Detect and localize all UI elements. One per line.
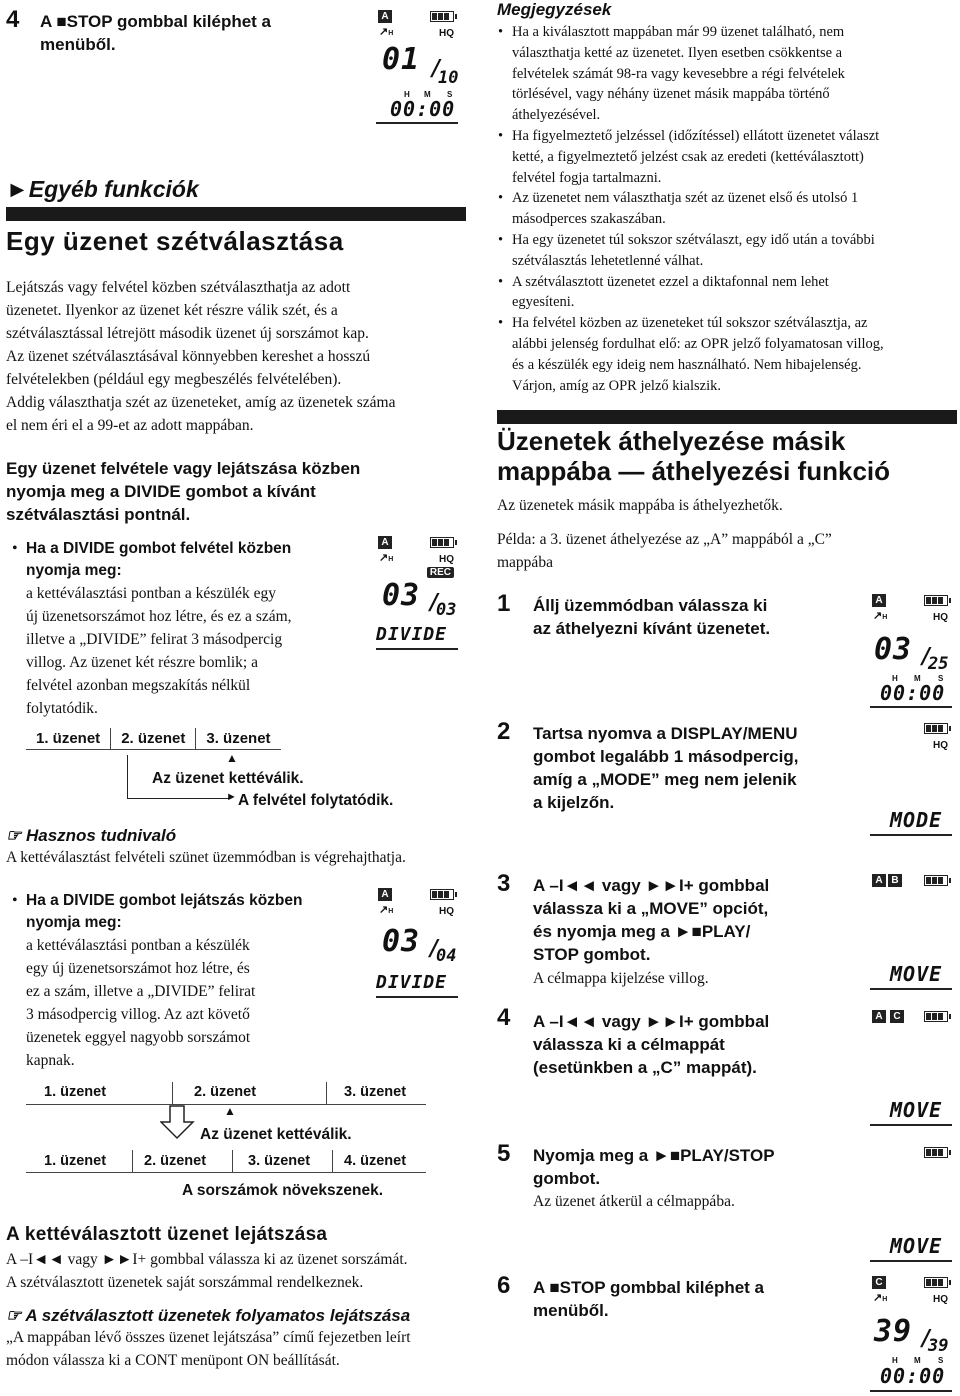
step-line: A ■STOP gombbal kiléphet a [40, 12, 272, 31]
lcd-display [372, 4, 462, 122]
cell-divider [132, 1150, 133, 1172]
mic-sensitivity-icon: ↗H [873, 1292, 888, 1304]
table-cell: 2. üzenet [194, 1084, 257, 1100]
folder-icon: C [890, 1010, 904, 1023]
folder-icon: A [378, 888, 392, 901]
text-line: és a készülék egy ideig nem használható. Nem hibajelenség. [512, 356, 862, 373]
text-line: Ha figyelmeztető jelzéssel (időzítéssel) ellátott üzenetet választ [512, 127, 880, 144]
text-line: 3 másodpercig villog. Az azt követő [26, 1006, 250, 1023]
move-intro: Az üzenetek másik mappába is áthelyezhetők. [497, 497, 783, 514]
step-sub: A célmappa kijelzése villog. [533, 970, 709, 987]
text-line: Ha a DIVIDE gombot lejátszás közben [26, 892, 303, 909]
down-arrow-icon [160, 1104, 196, 1140]
text-line: alábbi jelenség fordulhat elő: az OPR jelző folyamatosan villog, [512, 335, 884, 352]
table-cell: 1. üzenet [26, 728, 111, 750]
step-number: 1 [497, 590, 511, 617]
menu-label: MOVE [890, 962, 943, 986]
h-label: H [892, 674, 898, 683]
folder-icon: A [378, 536, 392, 549]
quality-indicator: HQ [933, 1294, 948, 1305]
note-item [498, 188, 952, 230]
lcd-display [866, 1270, 956, 1392]
text-line: el nem éri el a 99-et az adott mappában. [6, 417, 254, 434]
text-line: szétválasztás lehetetlenné válhat. [512, 252, 704, 269]
step-text [533, 874, 769, 966]
text-line: folytatódik. [26, 700, 98, 717]
step-text [533, 1276, 764, 1322]
tip-title-text: A szétválasztott üzenetek folyamatos lejátszása [25, 1306, 411, 1325]
step-line: menüből. [40, 35, 116, 54]
tip-text: A kettéválasztást felvételi szünet üzemmódban is végrehajthatja. [6, 849, 406, 866]
text-line: STOP gombot. [533, 945, 651, 964]
folder-icon: A [872, 594, 886, 607]
battery-icon [924, 723, 948, 734]
text-line: A –I◄◄ vagy ►►I+ gombbal [533, 1012, 770, 1031]
arrow-right-icon: ► [226, 791, 237, 803]
tip-title [6, 1306, 410, 1326]
text-line: mappába — áthelyezési funkció [497, 456, 891, 486]
slash: / [430, 56, 444, 81]
tip-title [6, 826, 176, 846]
message-total: 04 [436, 946, 457, 966]
sub-paragraph [6, 1248, 408, 1294]
text-line: A –I◄◄ vagy ►►I+ gombbal válassza ki az üzenet sorszámát. [6, 1251, 408, 1268]
text-line: választhatja ketté az üzenetet. Ilyen esetben csökkentse a [512, 44, 843, 61]
step-number: 4 [6, 6, 20, 33]
text-line: az áthelyezni kívánt üzenetet. [533, 619, 771, 638]
text-line: Addig választhatja szét az üzeneteket, amíg az üzenetek száma [6, 394, 396, 411]
text-line: üzenetet. Ilyenkor az üzenet két részre válik szét, és a [6, 302, 338, 319]
text-line: a kettéválasztási pontban a készülék egy [26, 585, 277, 602]
folder-icon: C [872, 1276, 886, 1289]
play-table-row [26, 1082, 426, 1105]
quality-indicator: HQ [933, 612, 948, 623]
text-line: üzenetek eggyel nagyobb sorszámot [26, 1029, 251, 1046]
text-line: mappába [497, 554, 553, 571]
step-text [533, 594, 770, 640]
battery-icon [430, 537, 454, 548]
intro-paragraph [6, 276, 466, 437]
text-line: szétválasztással létrejött második üzenet új sorszámot kap. [6, 325, 369, 342]
split-label: Az üzenet kettéválik. [152, 770, 304, 787]
note-item [498, 22, 952, 126]
step-number: 4 [497, 1004, 511, 1031]
table-cell: 2. üzenet [144, 1153, 207, 1169]
message-number: 03 [382, 924, 421, 959]
text-line: módon válassza ki a CONT menüpont ON beállítását. [6, 1352, 340, 1369]
text-line: A –I◄◄ vagy ►►I+ gombbal [533, 876, 770, 895]
battery-icon [430, 11, 454, 22]
divide-label: DIVIDE [376, 624, 448, 645]
elapsed-time: 00:00 [880, 681, 946, 705]
step-text [533, 1010, 769, 1079]
text-line: gombot. [533, 1169, 601, 1188]
text-line: Egy üzenet felvétele vagy lejátszása közben [6, 459, 361, 478]
text-line: új üzenetsorszámot hoz létre, és ez a szám, [26, 608, 292, 625]
tip-title-text: Hasznos tudnivaló [25, 826, 177, 845]
text-line: kapnak. [26, 1052, 75, 1069]
section-title: ►Egyéb funkciók [6, 176, 199, 202]
text-line: A szétválasztott üzenetet ezzel a diktafonnal nem lehet [512, 273, 829, 290]
flow-line [127, 798, 231, 799]
message-number: 39 [874, 1314, 913, 1349]
slash: / [920, 644, 934, 669]
message-total: 25 [928, 654, 949, 674]
text-line: egy új üzenetsorszámot hoz létre, és [26, 960, 250, 977]
elapsed-time: 00:00 [880, 1364, 946, 1388]
text-line: villog. Az üzenet két részre bomlik; a [26, 654, 258, 671]
message-number: 01 [382, 42, 421, 77]
text-line: válassza ki a célmappát [533, 1035, 725, 1054]
flow-line [127, 755, 128, 799]
lcd-display [866, 716, 956, 836]
lcd-display [866, 588, 956, 708]
section-bar [6, 207, 466, 221]
divider [870, 1390, 952, 1392]
text-line: Lejátszás vagy felvétel közben szétválaszthatja az adott [6, 279, 351, 296]
split-arrow-icon: ▲ [224, 1104, 236, 1118]
message-number: 03 [382, 578, 421, 613]
text-line: illetve a „DIVIDE” felirat 3 másodpercig [26, 631, 283, 648]
bullet-icon: • [498, 273, 504, 290]
text-line: Üzenetek áthelyezése másik [497, 426, 846, 456]
text-line: felvétel azonban megszakítás nélkül [26, 677, 251, 694]
quality-indicator: HQ [439, 906, 454, 917]
text-line: Várjon, amíg az OPR jelző kialszik. [512, 377, 721, 394]
menu-label: MOVE [890, 1098, 943, 1122]
lcd-display [866, 868, 956, 990]
quality-indicator: HQ [439, 28, 454, 39]
text-line: A szétválasztott üzenetek saját sorszámmal rendelkeznek. [6, 1274, 364, 1291]
message-total: 39 [928, 1336, 949, 1356]
battery-icon [924, 1011, 948, 1022]
slash: / [428, 936, 442, 961]
folder-icon: A [872, 874, 886, 887]
page-heading: Egy üzenet szétválasztása [6, 226, 344, 256]
m-label: M [424, 90, 431, 99]
s-label: S [447, 90, 453, 99]
rec-message-table [26, 728, 281, 750]
lcd-display [866, 1004, 956, 1126]
text-line: nyomja meg: [26, 562, 122, 579]
table-cell: 3. üzenet [344, 1084, 407, 1100]
text-line: menüből. [533, 1301, 609, 1320]
text-line: felvételekben (például egy megbeszélés felvételében). [6, 371, 342, 388]
lcd-display [866, 1140, 956, 1262]
play-table-row [26, 1150, 426, 1173]
move-example [497, 528, 832, 574]
step-number: 6 [497, 1272, 511, 1299]
table-cell: 2. üzenet [111, 728, 196, 750]
text-line: egyesíteni. [512, 294, 575, 311]
text-line: ketté, a figyelmeztető jelzést csak az eredeti (kettéválasztott) [512, 148, 864, 165]
slash: / [920, 1326, 934, 1351]
text-line: (esetünkben a „C” mappát). [533, 1058, 757, 1077]
bullet-icon: • [498, 315, 504, 332]
folder-icon: B [888, 874, 902, 887]
renumber-label: A sorszámok növekszenek. [182, 1182, 384, 1199]
message-number: 03 [874, 632, 913, 667]
table-cell: 4. üzenet [344, 1153, 407, 1169]
instruction [6, 457, 360, 526]
text-line: felvételek számát 98-ra vagy kevesebbre a régi felvételek [512, 65, 845, 82]
text-line: a kijelzőn. [533, 793, 615, 812]
mic-sensitivity-icon: ↗H [379, 904, 394, 916]
battery-icon [924, 1147, 948, 1158]
message-total: 10 [438, 68, 459, 88]
s-label: S [938, 674, 944, 683]
tip-text [6, 1326, 411, 1372]
bullet-icon: • [498, 231, 504, 248]
notes-list [498, 22, 952, 396]
lcd-display [372, 882, 462, 1002]
text-line: Ha felvétel közben az üzeneteket túl sokszor szétválasztja, az [512, 315, 868, 332]
m-label: M [914, 674, 921, 683]
rec-badge: REC [427, 567, 454, 578]
text-line: törlésével, vagy néhány üzenet másik mappába történő [512, 86, 830, 103]
m-label: M [914, 1356, 921, 1365]
divider [376, 996, 458, 998]
step-number: 3 [497, 870, 511, 897]
text-line: Az üzenet szétválasztásával könnyebben kereshet a hosszú [6, 348, 371, 365]
text-line: Állj üzemmódban válassza ki [533, 596, 768, 615]
h-label: H [892, 1356, 898, 1365]
h-label: H [404, 90, 410, 99]
table-cell: 1. üzenet [44, 1084, 107, 1100]
divider [870, 1260, 952, 1262]
continue-label: A felvétel folytatódik. [238, 792, 394, 809]
note-item [498, 126, 952, 188]
message-total: 03 [436, 600, 457, 620]
mic-sensitivity-icon: ↗H [873, 610, 888, 622]
menu-label: MOVE [890, 1234, 943, 1258]
step-text [533, 722, 798, 814]
divider [870, 706, 952, 708]
elapsed-time: 00:00 [390, 97, 456, 121]
slash: / [428, 590, 442, 615]
text-line: Ha a kiválasztott mappában már 99 üzenet található, nem [512, 24, 845, 40]
step-text [40, 10, 271, 56]
text-line: felvétel fogja tartalmazni. [512, 169, 662, 186]
tip-icon: ☞ [6, 1306, 26, 1325]
page-heading [497, 426, 890, 486]
quality-indicator: HQ [439, 554, 454, 565]
text-line: ez a szám, illetve a „DIVIDE” felirat [26, 983, 256, 1000]
quality-indicator: HQ [933, 740, 948, 751]
step-text [533, 1144, 775, 1190]
note-item [498, 272, 952, 314]
text-line: amíg a „MODE” meg nem jelenik [533, 770, 797, 789]
folder-icon: A [872, 1010, 886, 1023]
play-bullet [12, 890, 356, 1072]
lcd-display [372, 530, 462, 652]
rec-bullet [12, 538, 356, 720]
battery-icon [924, 1277, 948, 1288]
text-line: nyomja meg a DIVIDE gombot a kívánt [6, 482, 316, 501]
table-cell: 3. üzenet [196, 728, 281, 750]
bullet-icon: • [12, 540, 18, 557]
divide-label: DIVIDE [376, 972, 448, 993]
section-bar [497, 410, 957, 424]
cell-divider [332, 1150, 333, 1172]
cell-divider [232, 1150, 233, 1172]
text-line: szétválasztási pontnál. [6, 505, 191, 524]
divider [870, 1124, 952, 1126]
bullet-icon: • [498, 127, 504, 144]
split-label: Az üzenet kettéválik. [200, 1126, 352, 1143]
cell-divider [326, 1082, 327, 1104]
note-item [498, 313, 952, 396]
table-cell: 3. üzenet [248, 1153, 311, 1169]
text-line: Ha egy üzenetet túl sokszor szétválaszt, egy idő után a további [512, 231, 875, 248]
text-line: Az üzenetet nem választhatja szét az üzenet első és utolsó 1 [512, 190, 859, 207]
battery-icon [924, 875, 948, 886]
table-cell: 1. üzenet [44, 1153, 107, 1169]
split-arrow-icon: ▲ [226, 751, 238, 765]
sub-heading: A kettéválasztott üzenet lejátszása [6, 1224, 328, 1245]
menu-label: MODE [890, 808, 943, 832]
text-line: Példa: a 3. üzenet áthelyezése az „A” mappából a „C” [497, 531, 832, 548]
bullet-icon: • [498, 24, 504, 40]
mic-sensitivity-icon: ↗H [379, 552, 394, 564]
s-label: S [938, 1356, 944, 1365]
text-line: A ■STOP gombbal kiléphet a [533, 1278, 765, 1297]
step-number: 2 [497, 718, 511, 745]
step-number: 5 [497, 1140, 511, 1167]
cell-divider [172, 1082, 173, 1104]
battery-icon [430, 889, 454, 900]
text-line: gombot legalább 1 másodpercig, [533, 747, 799, 766]
text-line: „A mappában lévő összes üzenet lejátszása” című fejezetben leírt [6, 1329, 411, 1346]
divider [376, 122, 458, 124]
battery-icon [924, 595, 948, 606]
folder-icon: A [378, 10, 392, 23]
note-item [498, 230, 952, 272]
divider [870, 988, 952, 990]
tip-icon: ☞ [6, 826, 26, 845]
text-line: a kettéválasztási pontban a készülék [26, 937, 250, 954]
divider [870, 834, 952, 836]
text-line: másodperces szakaszában. [512, 211, 666, 228]
text-line: nyomja meg: [26, 914, 122, 931]
step-sub: Az üzenet átkerül a célmappába. [533, 1193, 735, 1210]
mic-sensitivity-icon: ↗H [379, 26, 394, 38]
text-line: áthelyezésével. [512, 107, 601, 124]
text-line: Ha a DIVIDE gombot felvétel közben [26, 540, 292, 557]
text-line: és nyomja meg a ►■PLAY/ [533, 922, 751, 941]
divider [376, 648, 458, 650]
bullet-icon: • [12, 892, 18, 909]
text-line: Nyomja meg a ►■PLAY/STOP [533, 1146, 775, 1165]
text-line: Tartsa nyomva a DISPLAY/MENU [533, 724, 798, 743]
notes-title: Megjegyzések [497, 0, 612, 19]
bullet-icon: • [498, 190, 504, 207]
text-line: válassza ki a „MOVE” opciót, [533, 899, 769, 918]
